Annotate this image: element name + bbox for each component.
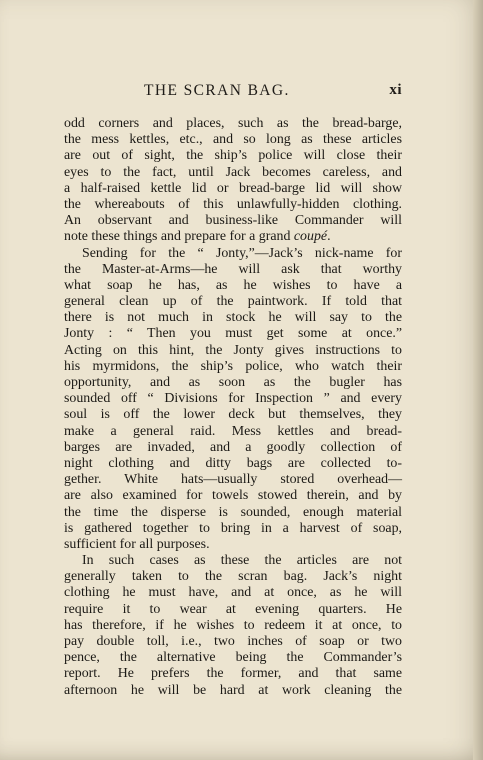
page-gutter-shadow xyxy=(473,0,483,760)
text-line: report. He prefers the former, and that same xyxy=(64,666,402,682)
text-line: generally taken to the scran bag. Jack’s night xyxy=(64,569,402,585)
text-line: Sending for the “ Jonty,”—Jack’s nick-name for xyxy=(82,245,402,261)
running-head: THE SCRAN BAG. xyxy=(144,82,290,99)
text-line: note these things and prepare for a grand coupé. xyxy=(64,229,331,245)
text-line: sounded off “ Divisions for Inspection ” and every xyxy=(64,391,402,407)
text-line: a half-raised kettle lid or bread-barge lid will show xyxy=(64,180,402,196)
text-line: pay double toll, i.e., two inches of soap or two xyxy=(64,634,402,649)
text-line: make a general raid. Mess kettles and bread- xyxy=(64,423,402,439)
text-line: has therefore, if he wishes to redeem it at once, to xyxy=(64,617,402,633)
text-line: eyes to the fact, until Jack becomes careless, and xyxy=(64,164,402,180)
text-line: pence, the alternative being the Commander’s xyxy=(64,650,402,666)
text-line: soul is off the lower deck but themselves, they xyxy=(64,407,402,423)
text-line: are also examined for towels stowed therein, and by xyxy=(64,488,402,504)
text-line: his myrmidons, the ship’s police, who watch their xyxy=(64,358,402,374)
text-line: there is not much in stock he will say to the xyxy=(64,310,402,326)
text-line: require it to wear at evening quarters. He xyxy=(64,601,402,617)
page-number: xi xyxy=(389,82,402,98)
text-line: In such cases as these the articles are not xyxy=(82,553,402,569)
text-line: is gathered together to bring in a harvest of soap, xyxy=(64,520,402,536)
text-line: sufficient for all purposes. xyxy=(64,536,210,552)
text-line: afternoon he will be hard at work cleaning the xyxy=(64,682,402,698)
text-line: clothing he must have, and at once, as he will xyxy=(64,585,402,601)
text-line: night clothing and ditty bags are collected to- xyxy=(64,455,402,471)
text-line: the whereabouts of this unlawfully-hidden clothing. xyxy=(64,196,402,212)
text-line: the mess kettles, etc., and so long as these articles xyxy=(64,132,402,148)
text-line: the Master-at-Arms—he will ask that worthy xyxy=(64,261,402,277)
text-line: gether. White hats—usually stored overhead— xyxy=(64,472,402,488)
text-line: Acting on this hint, the Jonty gives instructions to xyxy=(64,342,402,358)
page-header xyxy=(64,82,402,104)
body-text xyxy=(64,116,402,699)
italic-word: coupé xyxy=(293,229,328,245)
text-line: general clean up of the paintwork. If told that xyxy=(64,294,402,310)
text-line: odd corners and places, such as the bread-barge, xyxy=(64,116,402,131)
text-line: are out of sight, the ship’s police will close their xyxy=(64,148,402,164)
text-line: barges are invaded, and a goodly collection of xyxy=(64,439,402,455)
text-line: opportunity, and as soon as the bugler has xyxy=(64,375,402,390)
text-line: the time the disperse is sounded, enough material xyxy=(64,504,402,520)
text-line: Jonty : “ Then you must get some at once.” xyxy=(64,326,402,342)
text-line: what soap he has, as he wishes to have a xyxy=(64,277,402,293)
text-line: An observant and business-like Commander will xyxy=(64,213,402,229)
